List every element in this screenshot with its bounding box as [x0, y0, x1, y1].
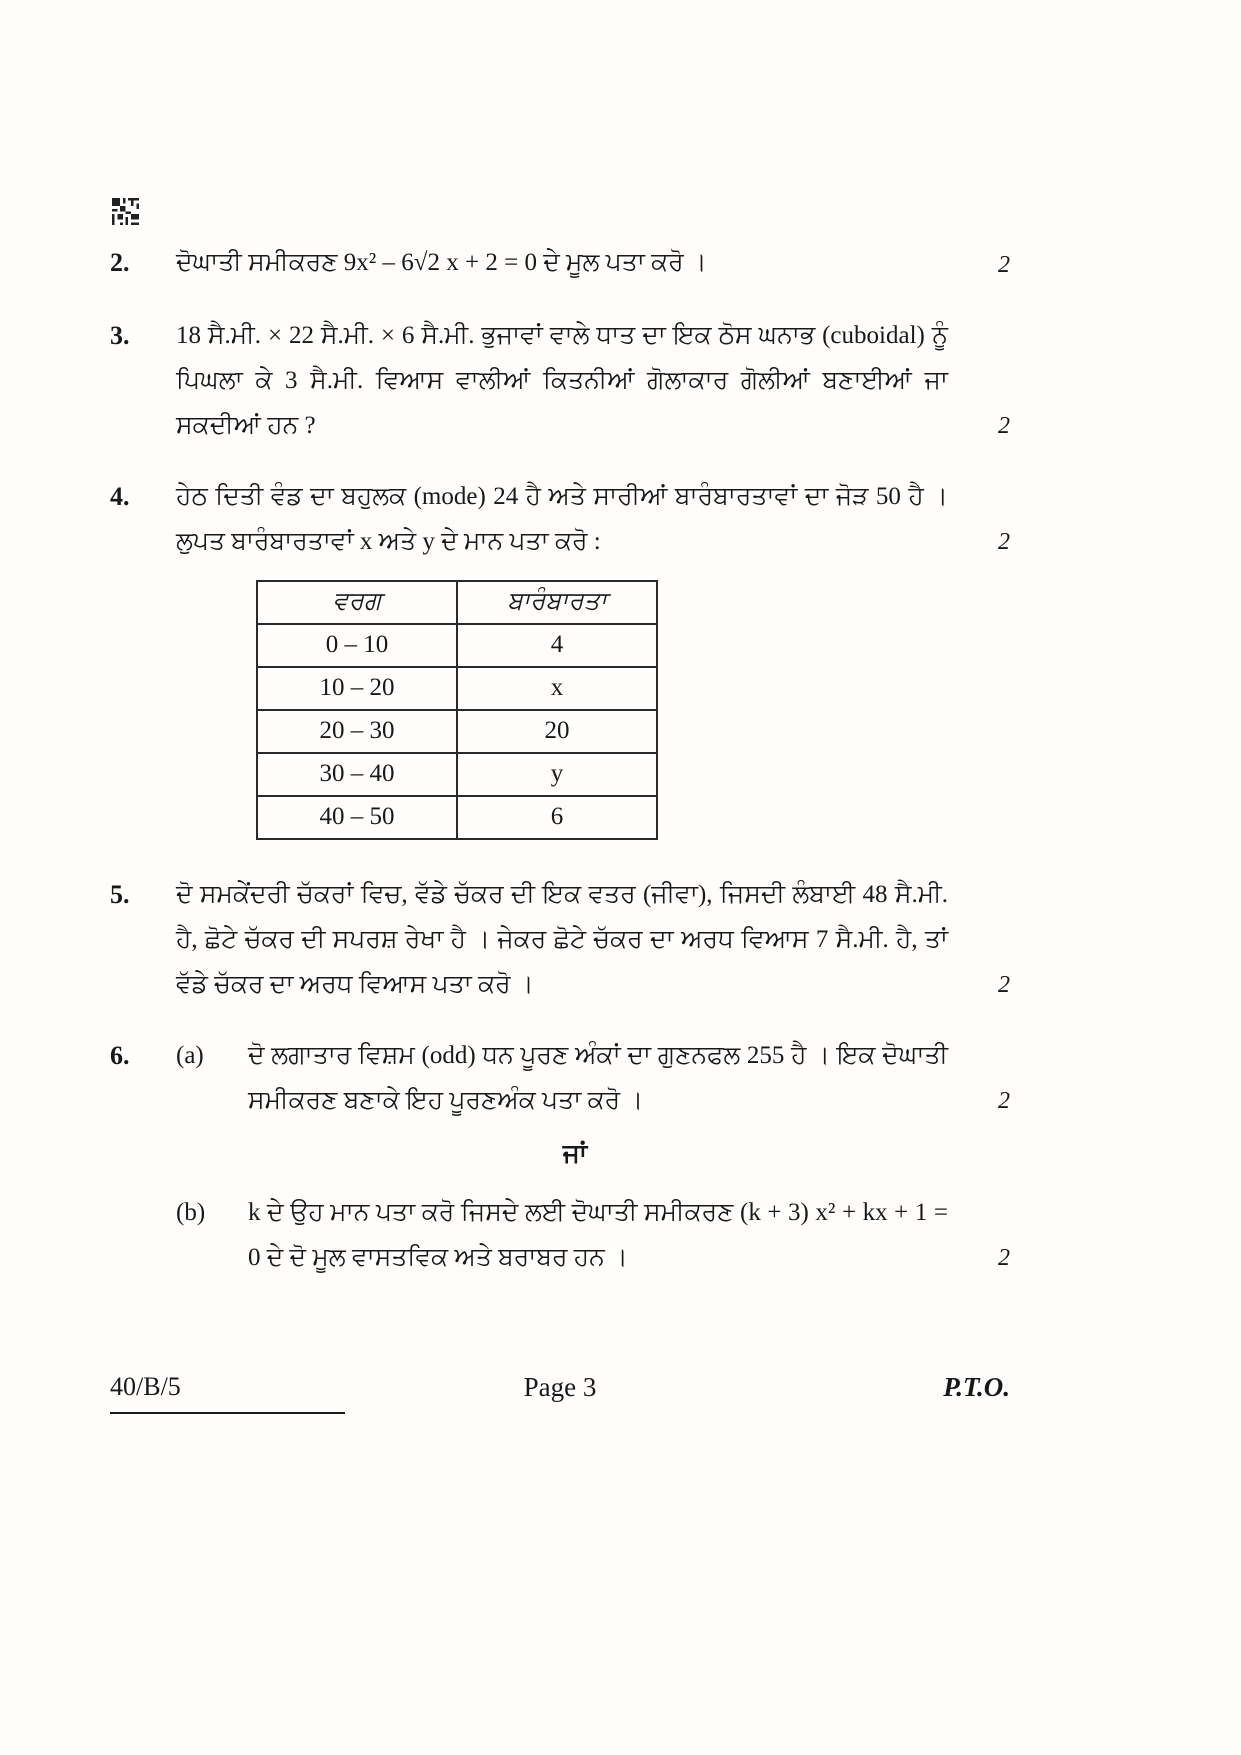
question-3 [110, 313, 1010, 448]
frequency-value: 4 [457, 624, 657, 667]
question-number: 5. [110, 879, 130, 909]
frequency-table [256, 580, 658, 840]
question-text: ਦੋ ਲਗਾਤਾਰ ਵਿਸ਼ਮ (odd) ਧਨ ਪੂਰਣ ਅੰਕਾਂ ਦਾ ਗੁਣਨਫਲ 255 ਹੈ । ਇਕ ਦੋਘਾਤੀ ਸਮੀਕਰਣ ਬਣਾਕੇ ਇਹ ਪੂਰਣਅੰਕ ਪਤਾ ਕਰੋ । [248, 1041, 948, 1114]
paper-code: 40/B/5 [110, 1372, 181, 1401]
table-row [257, 753, 657, 796]
qr-code [112, 198, 139, 225]
question-number: 6. [110, 1040, 130, 1070]
part-label: (b) [176, 1198, 206, 1226]
class-interval: 40 – 50 [257, 796, 457, 839]
question-marks: 2 [998, 1087, 1010, 1114]
class-interval: 20 – 30 [257, 710, 457, 753]
paper-code-underline [110, 1372, 345, 1414]
table-row [257, 667, 657, 710]
or-separator: ਜਾਂ [562, 1138, 588, 1168]
class-interval: 30 – 40 [257, 753, 457, 796]
question-6a [176, 1033, 1010, 1123]
page-footer [110, 1372, 1010, 1420]
table-header-row [257, 581, 657, 624]
question-body [176, 1033, 1010, 1280]
question-marks: 2 [998, 528, 1010, 555]
question-4 [110, 474, 1010, 846]
question-body [176, 474, 1010, 846]
question-number: 2. [110, 248, 130, 277]
part-label: (a) [176, 1041, 204, 1069]
table-header-class: ਵਰਗ [257, 581, 457, 624]
table-header-frequency: ਬਾਰੰਬਾਰਤਾ [457, 581, 657, 624]
table-row [257, 796, 657, 839]
question-6b [176, 1190, 1010, 1280]
question-marks: 2 [998, 251, 1010, 278]
question-text: ਦੋਘਾਤੀ ਸਮੀਕਰਣ 9x² – 6√2 x + 2 = 0 ਦੇ ਮੂਲ ਪਤਾ ਕਰੋ । [176, 249, 707, 276]
question-6 [110, 1033, 1010, 1280]
frequency-value: 6 [457, 796, 657, 839]
pto-label: P.T.O. [943, 1372, 1010, 1402]
frequency-value: 20 [457, 710, 657, 753]
question-marks: 2 [998, 412, 1010, 439]
question-marks: 2 [998, 971, 1010, 998]
question-2 [110, 240, 1010, 287]
question-number: 3. [110, 320, 130, 350]
frequency-value: y [457, 753, 657, 796]
question-text: 18 ਸੈ.ਮੀ. × 22 ਸੈ.ਮੀ. × 6 ਸੈ.ਮੀ. ਭੁਜਾਵਾਂ ਵਾਲੇ ਧਾਤ ਦਾ ਇਕ ਠੋਸ ਘਨਾਭ (cuboidal) ਨੂੰ ਪਿਘਲਾ ਕੇ 3 ਸੈ.ਮੀ. ਵਿਆਸ ਵਾਲੀਆਂ ਕਿਤਨੀਆਂ ਗੋਲਾਕਾਰ ਗੋਲੀਆਂ ਬਣਾਈਆਂ ਜਾ ਸਕਦੀਆਂ ਹਨ ? [176, 321, 948, 439]
class-interval: 10 – 20 [257, 667, 457, 710]
page-number: Page 3 [523, 1372, 597, 1402]
questions-area [110, 240, 1010, 1306]
question-5 [110, 872, 1010, 1007]
class-interval: 0 – 10 [257, 624, 457, 667]
question-marks: 2 [998, 1244, 1010, 1271]
question-text: k ਦੇ ਉਹ ਮਾਨ ਪਤਾ ਕਰੋ ਜਿਸਦੇ ਲਈ ਦੋਘਾਤੀ ਸਮੀਕਰਣ (k + 3) x² + kx + 1 = 0 ਦੇ ਦੋ ਮੂਲ ਵਾਸਤਵਿਕ ਅਤੇ ਬਰਾਬਰ ਹਨ । [248, 1198, 948, 1271]
question-text: ਦੋ ਸਮਕੇਂਦਰੀ ਚੱਕਰਾਂ ਵਿਚ, ਵੱਡੇ ਚੱਕਰ ਦੀ ਇਕ ਵਤਰ (ਜੀਵਾ), ਜਿਸਦੀ ਲੰਬਾਈ 48 ਸੈ.ਮੀ. ਹੈ, ਛੋਟੇ ਚੱਕਰ ਦੀ ਸਪਰਸ਼ ਰੇਖਾ ਹੈ । ਜੇਕਰ ਛੋਟੇ ਚੱਕਰ ਦਾ ਅਰਧ ਵਿਆਸ 7 ਸੈ.ਮੀ. ਹੈ, ਤਾਂ ਵੱਡੇ ਚੱਕਰ ਦਾ ਅਰਧ ਵਿਆਸ ਪਤਾ ਕਰੋ । [176, 880, 948, 998]
table-row [257, 710, 657, 753]
table-row [257, 624, 657, 667]
question-number: 4. [110, 481, 130, 511]
frequency-value: x [457, 667, 657, 710]
question-text: ਹੇਠ ਦਿਤੀ ਵੰਡ ਦਾ ਬਹੁਲਕ (mode) 24 ਹੈ ਅਤੇ ਸਾਰੀਆਂ ਬਾਰੰਬਾਰਤਾਵਾਂ ਦਾ ਜੋੜ 50 ਹੈ । ਲੁਪਤ ਬਾਰੰਬਾਰਤਾਵਾਂ x ਅਤੇ y ਦੇ ਮਾਨ ਪਤਾ ਕਰੋ : [176, 482, 948, 555]
